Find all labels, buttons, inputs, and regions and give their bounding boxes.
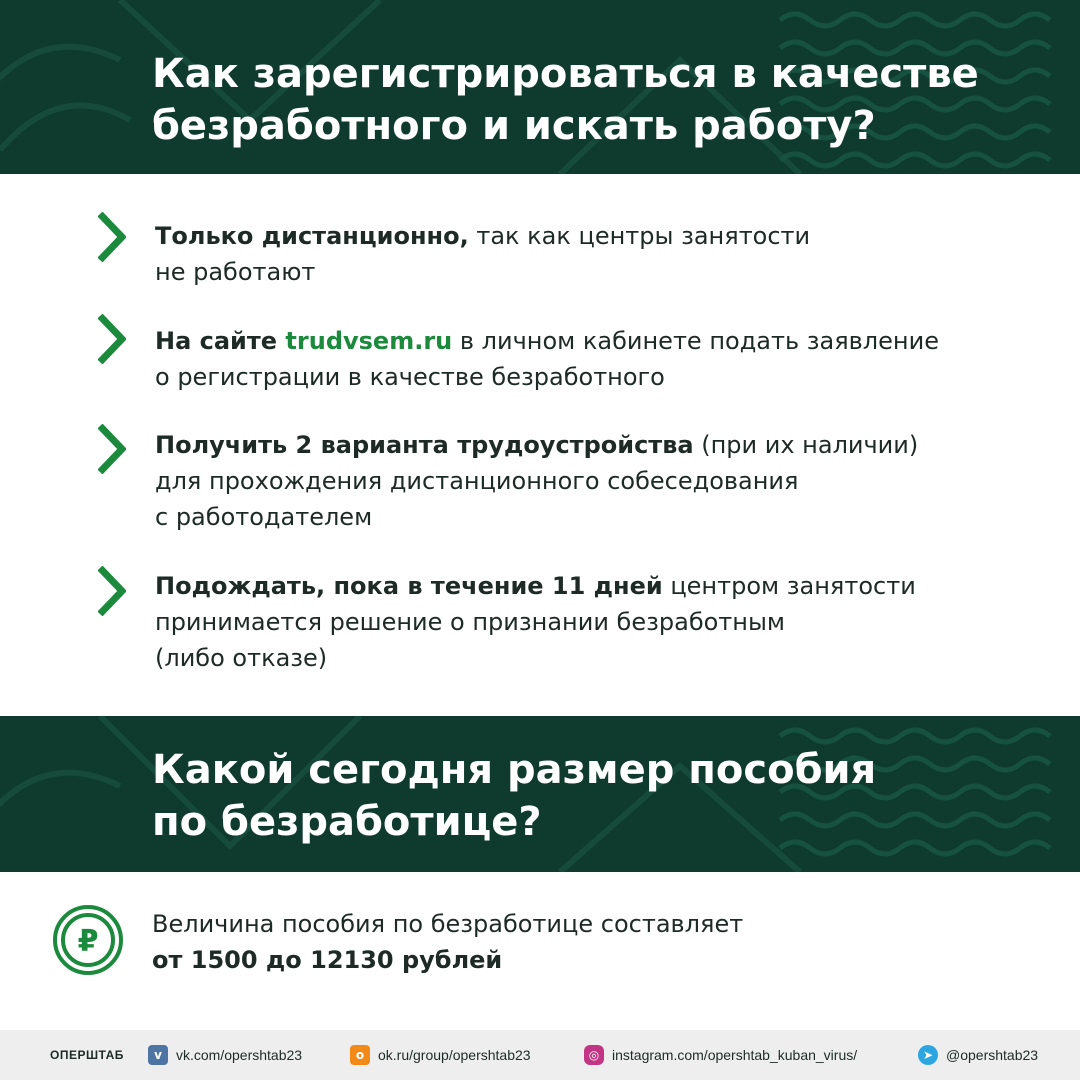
step-rest: центром занятости bbox=[662, 572, 916, 600]
section-title-line-2: по безработице? bbox=[152, 799, 542, 845]
benefit-line-1: Величина пособия по безработице составляет bbox=[152, 910, 744, 938]
footer-link-ok[interactable] bbox=[350, 1045, 531, 1065]
step-rest: так как центры занятости bbox=[468, 222, 811, 250]
footer-link-label: @opershtab23 bbox=[946, 1047, 1039, 1063]
step-rest: (при их наличии) bbox=[693, 431, 919, 459]
chevron-right-icon bbox=[98, 566, 126, 616]
benefit-amount: от 1500 до 12130 рублей bbox=[152, 946, 503, 974]
step-text bbox=[155, 323, 1045, 395]
site-link[interactable]: trudvsem.ru bbox=[285, 327, 453, 355]
step-text bbox=[155, 427, 1045, 535]
step-rest: в личном кабинете подать заявление bbox=[452, 327, 939, 355]
step-line-2: не работают bbox=[155, 258, 316, 286]
footer-brand: ОПЕРШТАБ bbox=[50, 1048, 124, 1062]
footer-link-label: instagram.com/opershtab_kuban_virus/ bbox=[612, 1047, 858, 1063]
chevron-right-icon bbox=[98, 314, 126, 364]
instagram-icon: ◎ bbox=[584, 1045, 604, 1065]
ruble-icon bbox=[52, 904, 124, 976]
ok-icon: o bbox=[350, 1045, 370, 1065]
footer-link-vk[interactable] bbox=[148, 1045, 302, 1065]
chevron-right-icon bbox=[98, 424, 126, 474]
footer-link-telegram[interactable] bbox=[918, 1045, 1038, 1065]
title-line-2: безработного и искать работу? bbox=[152, 103, 876, 149]
step-line-3: с работодателем bbox=[155, 503, 373, 531]
footer-link-instagram[interactable] bbox=[584, 1045, 857, 1065]
chevron-right-icon bbox=[98, 212, 126, 262]
step-line-2: принимается решение о признании безработным bbox=[155, 608, 786, 636]
benefit-block bbox=[0, 872, 1080, 1030]
vk-icon: v bbox=[148, 1045, 168, 1065]
footer bbox=[0, 1030, 1080, 1080]
telegram-icon: ➤ bbox=[918, 1045, 938, 1065]
benefit-text bbox=[152, 906, 743, 978]
step-text bbox=[155, 568, 1045, 676]
step-bold: Подождать, пока в течение 11 дней bbox=[155, 572, 663, 600]
step-line-2: о регистрации в качестве безработного bbox=[155, 363, 665, 391]
footer-link-label: vk.com/opershtab23 bbox=[176, 1047, 303, 1063]
step-line-3: (либо отказе) bbox=[155, 644, 328, 672]
svg-text:₽: ₽ bbox=[77, 924, 99, 959]
step-line-2: для прохождения дистанционного собеседования bbox=[155, 467, 799, 495]
header-band bbox=[0, 0, 1080, 174]
step-text bbox=[155, 218, 1045, 290]
footer-link-label: ok.ru/group/opershtab23 bbox=[378, 1047, 531, 1063]
section-title bbox=[152, 744, 876, 848]
title-line-1: Как зарегистрироваться в качестве bbox=[152, 51, 979, 97]
section-title-line-1: Какой сегодня размер пособия bbox=[152, 747, 877, 793]
step-bold: Получить 2 варианта трудоустройства bbox=[155, 431, 694, 459]
step-bold: Только дистанционно, bbox=[155, 222, 469, 250]
page-title bbox=[152, 48, 979, 152]
section-band bbox=[0, 716, 1080, 872]
step-bold: На сайте bbox=[155, 327, 286, 355]
